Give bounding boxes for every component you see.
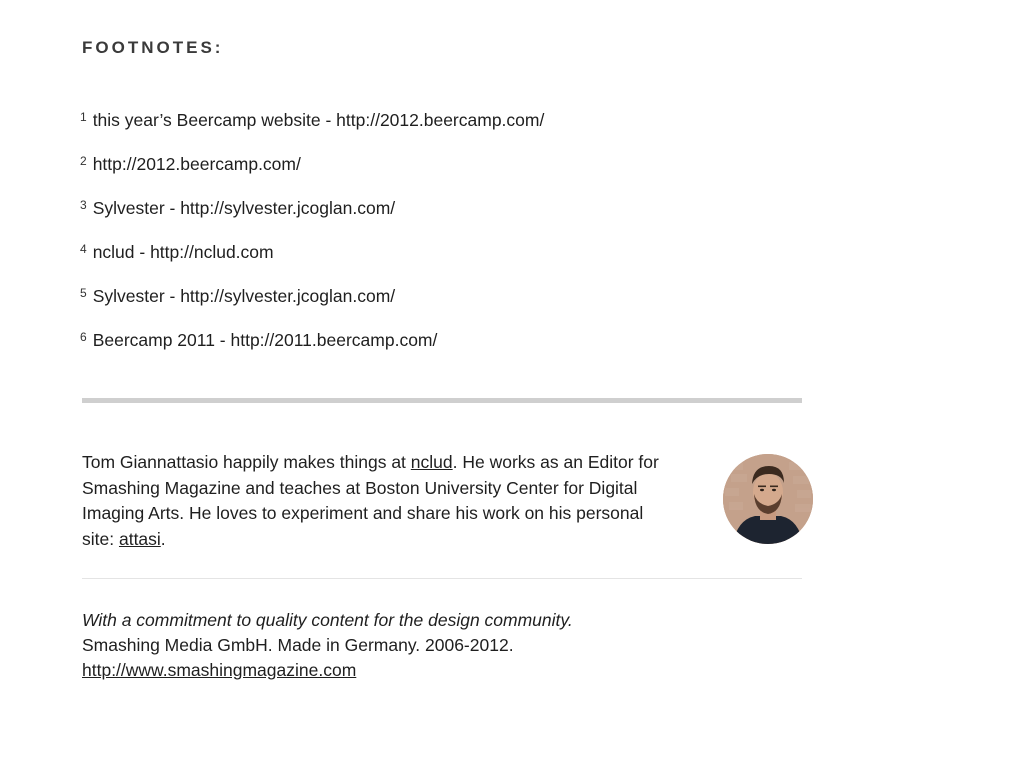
footer-company: Smashing Media GmbH. Made in Germany. 2006-2012. — [82, 635, 514, 655]
footnote-number: 4 — [80, 242, 87, 256]
footnote-item — [80, 108, 544, 152]
author-photo — [723, 454, 813, 544]
footnote-number: 1 — [80, 110, 87, 124]
footnotes-heading: FOOTNOTES: — [82, 38, 224, 57]
attasi-link[interactable]: attasi — [118, 528, 161, 549]
nclud-link[interactable]: nclud — [410, 452, 453, 472]
footer-tagline: With a commitment to quality content for the design community. — [82, 610, 573, 630]
footnote-item — [80, 328, 544, 372]
footnote-text: Sylvester - http://sylvester.jcoglan.com/ — [92, 198, 396, 218]
footnote-item — [80, 240, 544, 284]
footnote-number: 6 — [80, 330, 87, 344]
footnote-number: 3 — [80, 198, 87, 212]
footer-divider — [82, 578, 802, 579]
footnote-item — [80, 152, 544, 196]
bio-text: . — [160, 528, 166, 549]
footnote-number: 2 — [80, 154, 87, 168]
footnote-number: 5 — [80, 286, 87, 300]
footnote-text: http://2012.beercamp.com/ — [92, 154, 301, 174]
footnote-text: nclud - http://nclud.com — [92, 242, 274, 262]
section-divider — [82, 398, 802, 403]
footer — [82, 608, 782, 683]
footnote-item — [80, 196, 544, 240]
footer-url-link[interactable]: http://www.smashingmagazine.com — [82, 660, 357, 680]
bio-text: Tom Giannattasio happily makes things at — [82, 452, 411, 472]
author-bio — [82, 450, 672, 552]
bio-text: . He works as an Editor for Smashing Magazine and teaches at Boston University Center for Digital Imaging Arts. He loves to experiment and share his work on his personal site: — [82, 452, 659, 549]
footnote-text: Sylvester - http://sylvester.jcoglan.com/ — [92, 286, 396, 306]
footnote-text: Beercamp 2011 - http://2011.beercamp.com/ — [92, 330, 438, 350]
author-avatar — [723, 454, 813, 544]
footnote-text: this year’s Beercamp website - http://2012.beercamp.com/ — [92, 110, 545, 130]
footnote-list — [80, 108, 544, 372]
footnote-item — [80, 284, 544, 328]
